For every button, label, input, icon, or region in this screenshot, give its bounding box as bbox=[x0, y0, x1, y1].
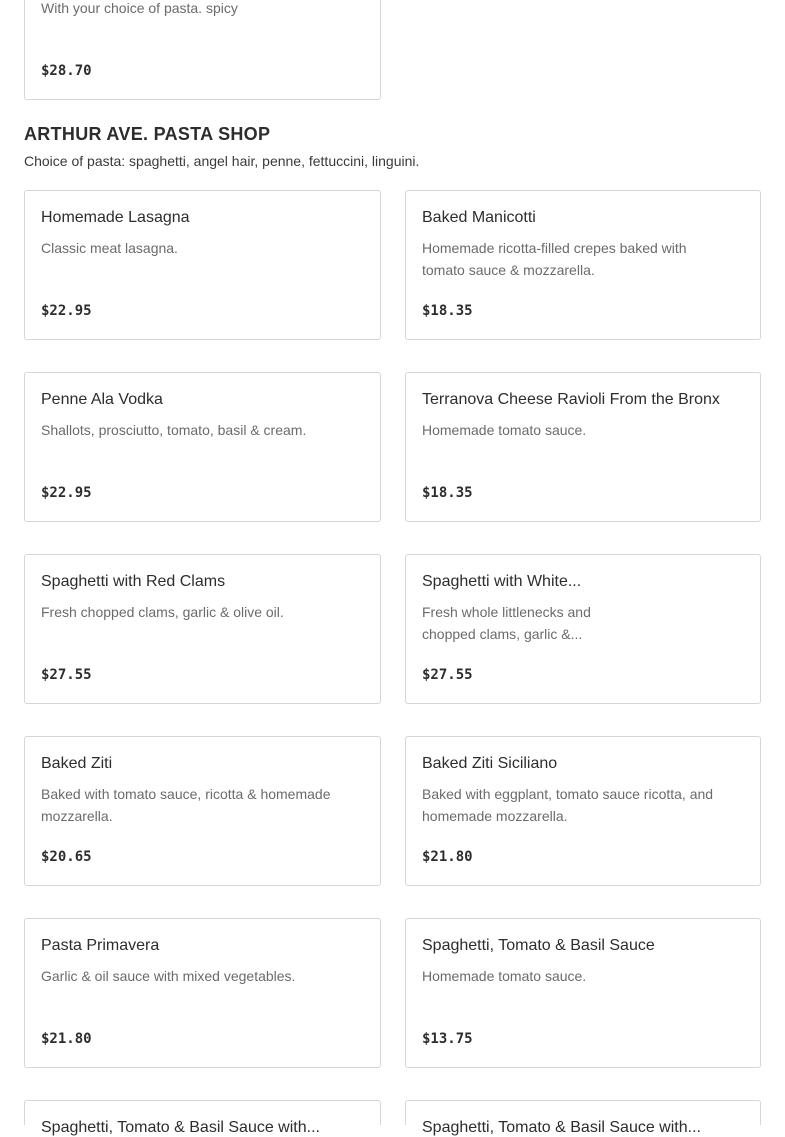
menu-item-card[interactable] bbox=[405, 1100, 761, 1136]
menu-item-name: Homemade Lasagna bbox=[41, 209, 190, 226]
menu-item-card[interactable] bbox=[405, 554, 761, 704]
menu-item-card[interactable] bbox=[24, 918, 381, 1068]
menu-item-description: Shallots, prosciutto, tomato, basil & cream. bbox=[41, 422, 307, 438]
menu-item-description: Garlic & oil sauce with mixed vegetables. bbox=[41, 968, 296, 984]
menu-item-description: Fresh whole littlenecks and chopped clams, garlic &... bbox=[422, 604, 591, 642]
menu-item-name: Pasta Primavera bbox=[41, 937, 160, 954]
menu-item-name: Spaghetti with White... bbox=[422, 573, 582, 590]
menu-item-card[interactable] bbox=[405, 190, 761, 340]
section-title: ARTHUR AVE. PASTA SHOP bbox=[24, 124, 271, 144]
menu-item-description: Baked with tomato sauce, ricotta & homemade mozzarella. bbox=[41, 786, 331, 824]
menu-item-description: Homemade ricotta-filled crepes baked with tomato sauce & mozzarella. bbox=[422, 240, 687, 278]
menu-item-name: Baked Ziti Siciliano bbox=[422, 755, 558, 772]
menu-item-price: $18.35 bbox=[422, 485, 473, 501]
menu-item-price: $22.95 bbox=[41, 303, 92, 319]
menu-item-description: Homemade tomato sauce. bbox=[422, 422, 587, 438]
menu-item-price: $22.95 bbox=[41, 485, 92, 501]
menu-item-description: With your choice of pasta. spicy bbox=[41, 0, 238, 16]
section-description: Choice of pasta: spaghetti, angel hair, penne, fettuccini, linguini. bbox=[24, 153, 420, 169]
menu-item-price: $13.75 bbox=[422, 1031, 473, 1047]
menu-item-description: Classic meat lasagna. bbox=[41, 240, 178, 256]
menu-item-name: Spaghetti, Tomato & Basil Sauce with... bbox=[422, 1119, 701, 1136]
menu-item-name: Terranova Cheese Ravioli From the Bronx bbox=[422, 391, 720, 408]
menu-item-name: Baked Ziti bbox=[41, 755, 113, 772]
menu-item-description: Fresh chopped clams, garlic & olive oil. bbox=[41, 604, 284, 620]
menu-item-name: Spaghetti, Tomato & Basil Sauce bbox=[422, 937, 655, 954]
menu-item-price: $20.65 bbox=[41, 849, 92, 865]
menu-item-price: $21.80 bbox=[41, 1031, 92, 1047]
menu-item-card[interactable] bbox=[24, 736, 381, 886]
menu-item-name: Baked Manicotti bbox=[422, 209, 536, 226]
menu-item-name: Penne Ala Vodka bbox=[41, 391, 163, 408]
menu-item-card[interactable] bbox=[405, 918, 761, 1068]
menu-item-price: $18.35 bbox=[422, 303, 473, 319]
menu-item-card[interactable] bbox=[24, 0, 381, 100]
menu-item-name: Spaghetti with Red Clams bbox=[41, 573, 226, 590]
menu-item-card[interactable] bbox=[24, 372, 381, 522]
menu-item-card[interactable] bbox=[405, 372, 761, 522]
menu-item-description: Homemade tomato sauce. bbox=[422, 968, 587, 984]
menu-item-card[interactable] bbox=[24, 190, 381, 340]
menu-item-card[interactable] bbox=[405, 736, 761, 886]
menu-item-description: Baked with eggplant, tomato sauce ricotta, and homemade mozzarella. bbox=[422, 786, 714, 824]
menu-item-card[interactable] bbox=[24, 554, 381, 704]
menu-item-price: $27.55 bbox=[41, 667, 92, 683]
menu-item-price: $28.70 bbox=[41, 63, 92, 79]
menu-item-price: $27.55 bbox=[422, 667, 473, 683]
menu-item-card[interactable] bbox=[24, 1100, 381, 1136]
menu-item-price: $21.80 bbox=[422, 849, 473, 865]
menu-item-name: Spaghetti, Tomato & Basil Sauce with... bbox=[41, 1119, 320, 1136]
